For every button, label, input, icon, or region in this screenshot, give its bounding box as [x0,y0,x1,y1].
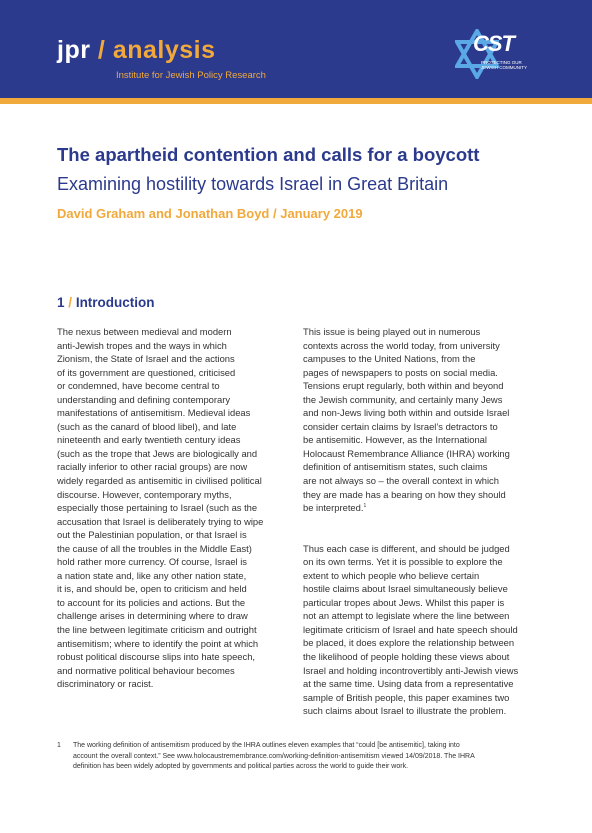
body-line: antisemitism; where to identify the point at which [57,637,259,649]
body-line: be antisemitic. However, as the International [303,434,487,446]
body-line: on its own terms. Yet it is possible to explore the [303,556,503,568]
cst-tagline-line: PROTECTING OUR [481,60,522,65]
body-line: and non-Jews living both within and outside Israel [303,407,510,419]
footnote-number: 1 [57,742,61,749]
cst-tagline [481,60,531,70]
column-left [57,325,297,691]
body-line: a nation state and, like any other nation state, [57,569,247,581]
body-line: it is, and should be, open to criticism and held [57,583,247,595]
body-line: not an attempt to legislate where the line between [303,610,510,622]
body-line: contexts across the world today, from university [303,339,500,351]
body-line: discourse. However, contemporary myths, [57,488,232,500]
body-line: Israel and holding incontrovertibly anti-Jewish views [303,664,519,676]
body-line: the likelihood of people holding these views about [303,651,510,663]
body-line: The nexus between medieval and modern [57,326,232,337]
body-line: the line between legitimate criticism and outright [57,624,257,636]
body-line: and normative political behaviour becomes [57,664,235,676]
section-label: Introduction [75,295,155,310]
brand-analysis: analysis [112,36,216,64]
body-line: challenge arises in determining where to draw [57,610,248,622]
body-line: to account for its policies and actions. But the [57,596,246,608]
footnote-line: definition has been widely adopted by governments and political parties across the world to guide their work. [73,763,409,770]
body-line: anti-Jewish tropes and the ways in which [57,339,227,351]
column-right [303,325,543,718]
body-line: consider certain claims by Israel’s detractors to [303,420,498,432]
body-line: discriminatory or racist. [57,678,154,690]
brand-jpr: jpr [57,36,91,64]
header-banner [0,0,592,104]
body-line: robust political discourse slips into hate speech, [57,651,256,663]
body-line: definition of antisemitism states, such claims [303,461,488,473]
body-line: Tensions erupt regularly, both within and beyond [303,380,504,392]
body-line: nineteenth and early twentieth century ideas [57,434,241,446]
institute-name: Institute for Jewish Policy Research [116,70,266,81]
body-line: or condemned, have become central to [57,380,220,392]
body-line: manifestations of antisemitism. Medieval ideas [57,407,251,419]
body-line: especially those pertaining to Israel (such as the [57,502,258,514]
header-accent-bar [0,98,592,104]
body-line: of its government are questioned, criticised [57,366,236,378]
paragraph-gap [303,515,543,529]
body-line: the Jewish community, and certainly many Jews [303,393,503,405]
body-line: the cause of all the troubles in the Middle East) [57,542,252,554]
body-line: accusation that Israel is deliberately trying to wipe [57,515,264,527]
body-line: sample of British people, this paper examines two [303,691,510,703]
body-line: racially inferior to other racial groups) are now [57,461,248,473]
footnote-text [73,741,475,773]
body-line: out the Palestinian population, or that Israel is [57,529,247,541]
body-line: (such as the canard of blood libel), and late [57,420,237,432]
cst-logo [455,29,535,83]
body-line: hostile claims about Israel simultaneously believe [303,583,508,595]
cst-logo-text: CST [473,31,514,56]
cst-tagline-line: JEWISH COMMUNITY [481,65,527,70]
body-line: Holocaust Remembrance Alliance (IHRA) working [303,447,510,459]
body-line: This issue is being played out in numerous [303,326,481,337]
body-line: are not always so – the overall context in which [303,475,499,487]
body-line: they are made has a bearing on how they should [303,488,506,500]
body-line: legitimate criticism of Israel and hate speech should [303,623,518,635]
section-heading [57,295,155,310]
document-title: The apartheid contention and calls for a boycott [57,144,480,165]
footnote-ref[interactable]: 1 [363,503,367,510]
body-line: widely regarded as antisemitic in civilised political [57,475,262,487]
body-line: campuses to the United Nations, from the [303,353,476,365]
body-line: particular tropes about Jews. Whilst this paper is [303,596,505,608]
body-line: such claims about Israel to illustrate the problem. [303,705,507,717]
body-line: Thus each case is different, and should be judged [303,542,510,554]
body-line: Zionism, the State of Israel and the actions [57,353,235,365]
footnote-line: account the overall context.” See www.holocaustremembrance.com/working-definition-antisemitism viewed 14/09/2018. The IHRA [73,752,475,760]
authors-date: David Graham and Jonathan Boyd / January 2019 [57,206,363,221]
paragraph-gap [303,528,543,542]
section-number: 1 [57,295,65,310]
body-line: (such as the trope that Jews are biologically and [57,447,258,459]
document-subtitle: Examining hostility towards Israel in Great Britain [57,174,449,194]
jpr-analysis-logo [57,36,216,65]
body-line: hold rather more currency. Of course, Israel is [57,556,247,568]
body-line-text: be interpreted. [303,502,364,514]
footnote-line: The working definition of antisemitism produced by the IHRA outlines eleven examples that “could [be antisemitic], taking into [73,742,460,749]
body-line: pages of newspapers to posts on social media. [303,366,498,378]
body-line: be placed, it does explore the relationship between [303,637,515,649]
brand-slash: / [97,36,106,64]
body-line: understanding and defining contemporary [57,393,231,405]
body-line [303,501,543,515]
body-line: at the same time. Using data from a representative [303,678,514,690]
section-separator: / [68,295,73,310]
body-line: extent to which people who believe certain [303,569,480,581]
